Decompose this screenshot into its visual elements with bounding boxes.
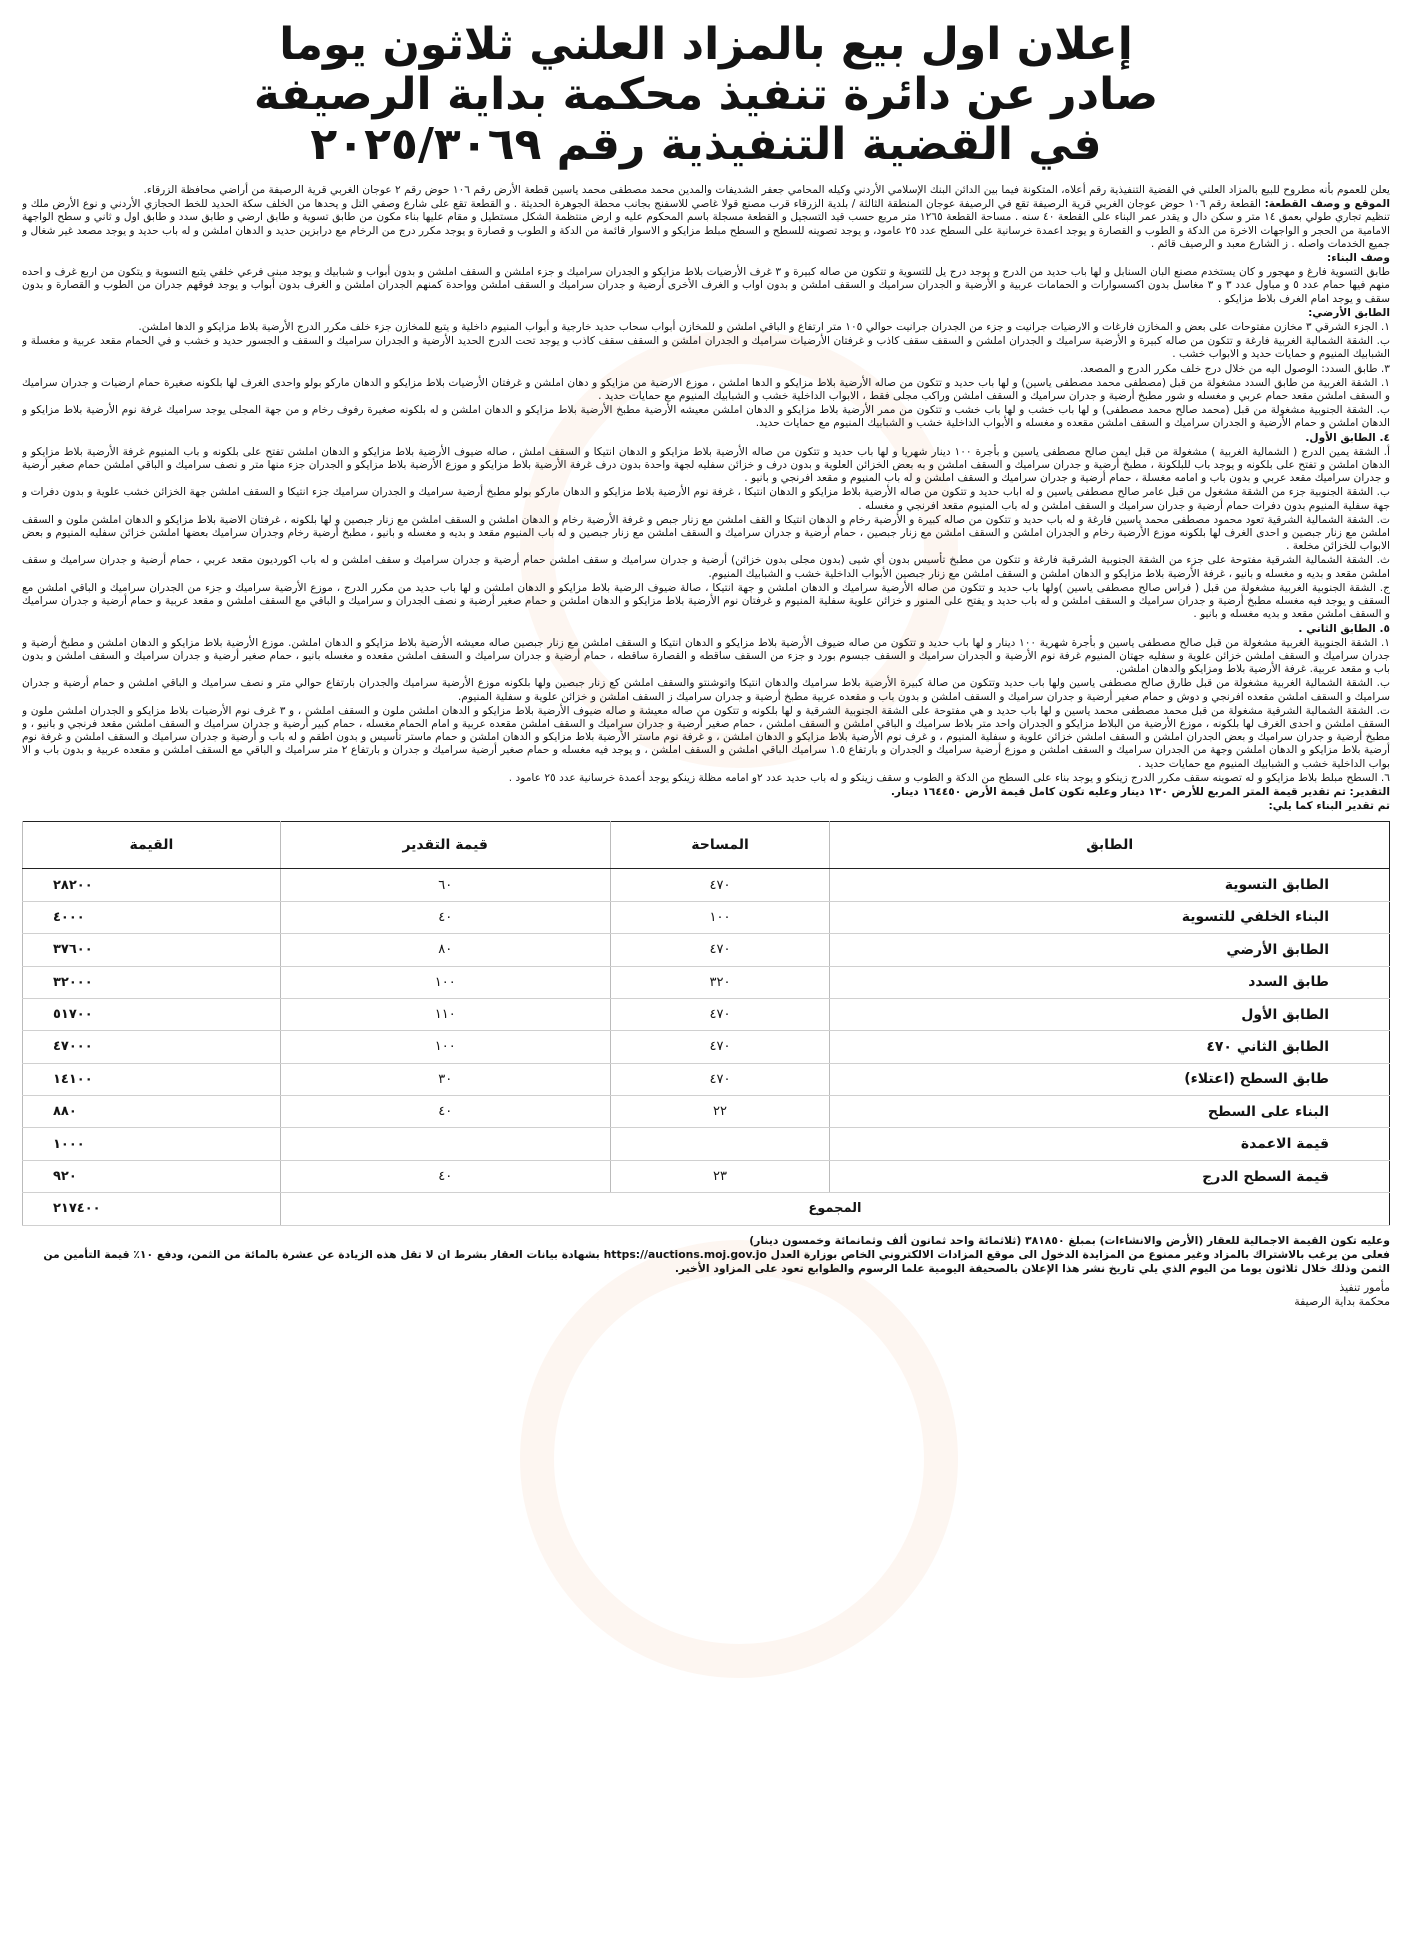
heading-line-2: صادر عن دائرة تنفيذ محكمة بداية الرصيفة: [253, 69, 1159, 120]
row-area: ٤٧٠: [610, 869, 830, 901]
row-rate: ٤٠: [280, 901, 610, 933]
row-area: ٤٧٠: [610, 998, 830, 1030]
signature-title: مأمور تنفيذ: [1339, 1281, 1390, 1295]
closing-text: [22, 1234, 1390, 1276]
location-text: القطعة رقم ١٠٦ حوض عوجان الغربي قرية الرصيفة تقع في الرصيفة عوجان المنطقة الثالثة / بلدية الزرقاء قرب مصنع قولا غاصي للاسفنج بجانب محطة الجوهرة الحديثة . و القطعة تقع على شارع وصفي التل و يحدها من الخلف سكة الحديد للخط الحجازي الأردني و نوع الأرض ملك و تنظيم تجاري طولي بعمق ١٤ متر و سكن دال و يقدر عمر البناء على القطعة ٤٠ سنه . مساحة القطعة ١٢٦٥ متر مربع حسب قيد التسجيل و القطعة مسجلة باسم المحكوم عليه و ارض منتظمة الشكل مستطيل و مقام عليها بناء مكون من طابق تسوية و طابق ارضي و طابق سدد و طابق اول و ثاني و سطح الواجهة الامامية من الحجر و الواجهات الاخرة من الدكة و الطوب و القصارة و يوجد اعمدة خرسانية على السطح عدد ٢٥ عامود، و يوجد تصوينه للسطح و السطح مبلط مزايكو و الاسوار قائمة من الدكة و الطوب و قصارة و يوجد مكرر درج من الرخام مع درابزين حديد و الدهان املشن و له باب حديد و يوجد مصعد غير شغال و جميع الخدمات واصله . ز الشارع معبد و الرصيف قائم .: [22, 198, 1390, 250]
basement-paragraph: طابق التسوية فارغ و مهجور و كان يستخدم مصنع البان السنابل و لها باب حديد من الدرج و يوجد درج يل للتسوية و تتكون من صاله كبيرة و ٣ غرف الأرضيات بلاط مزايكو و الجدران سراميك و جزء املشن و السقف املشن و بدون أبواب و شبابيك و يوجد مبنى فرعي خلفي يتبع التسوية و يتكون من اربع غرف و احده منهم فيها حمام عدد ٥ و مباول عدد ٣ و ٣ مغاسل بدون اكسسوارات و الحمامات عربية و الأرضية و الجدران سراميك و السقف املشن و بدون اواب و الغرف الأخرى أرضية و جدران سراميك و السقف املشن وواحدة كمنهم الجدران املشن و الغرف بدون أبواب و يوجد فوقهم جدران من الطوب و القصارة و بدون سقف و يوجد امام الغرف بلاط مزايكو .: [22, 266, 1390, 305]
total-label: المجموع: [280, 1193, 1389, 1225]
row-floor: الطابق الأرضي: [830, 934, 1390, 966]
announcement-page: [22, 20, 1390, 1930]
heading-line-3: في القضية التنفيذية رقم ٢٠٢٥/٣٠٦٩: [310, 119, 1102, 170]
header-value: القيمة: [23, 822, 281, 869]
row-rate: ٤٠: [280, 1096, 610, 1128]
table-row: [23, 1096, 1390, 1128]
row-floor: الطابق الأول: [830, 998, 1390, 1030]
row-area: ٤٧٠: [610, 934, 830, 966]
row-value: ١٠٠٠: [23, 1128, 281, 1160]
heading-line-1: إعلان اول بيع بالمزاد العلني ثلاثون يوما: [279, 20, 1133, 70]
bidding-instructions: فعلى من يرغب بالاشتراك بالمزاد وغير ممنوع من المزايدة الدخول الى موقع المزادات الالكتروني الخاص بوزارة العدل https://auctions.moj.gov.jo بشهادة بيانات العقار بشرط ان لا تقل هذه الزيادة عن عشرة بالمائة من الثمن، ودفع ١٠٪ قيمة التأمين من الثمن وذلك خلال ثلاثون يوما من اليوم الذي يلي تاريخ نشر هذا الإعلان بالصحيفة اليومية علما الرسوم والطوابع تعود على المزاود الأخير.: [43, 1248, 1390, 1275]
row-area: ٣٢٠: [610, 966, 830, 998]
table-row: [23, 1160, 1390, 1192]
table-row: [23, 901, 1390, 933]
ground-floor-east: ١. الجزء الشرقي ٣ مخازن مفتوحات على بعض و المخازن فارغات و الارضيات جرانيت و جزء من الجدران جرانيت حوالي ١٠٥ متر ارتفاع و الباقي املشن و للمخازن أبواب سحاب حديد خارجية و أبواب المنيوم داخلية و يتبع للمخازن جزء خلف مكرر الدرج الأرضية بلاط مزايكو و الدها املشن.: [138, 321, 1390, 334]
row-area: ٤٧٠: [610, 1031, 830, 1063]
row-value: ٢٨٢٠٠: [23, 869, 281, 901]
table-total-row: [23, 1193, 1390, 1225]
row-floor: الطابق الثاني ٤٧٠: [830, 1031, 1390, 1063]
row-value: ٣٢٠٠٠: [23, 966, 281, 998]
row-rate: ٨٠: [280, 934, 610, 966]
table-row: [23, 1128, 1390, 1160]
row-floor: طابق السطح (اعتلاء): [830, 1063, 1390, 1095]
first-floor-northeast-2: ث. الشقة الشمالية الشرقية مفتوحة على جزء من الشقة الجنوبية الشرقية فارغة و تتكون من مطبخ تأسيس بدون أي شيى (بدون مجلى بدون خزائن) أرضية و جدران سراميك و سقف املشن حمام أرضية و جدران سراميك و سقف املشن و له باب اكورديون مقعد عربي ، حمام أرضية و جدران سراميك و سقف املشن مقعد و بديه و مغسله و بانيو ، غرفة الأرضية بلاط مزايكو و الدهان املشن و السقف املشن مع زنار جبصين الأبواب الداخلية خشب و الشبابيك المنيوم.: [22, 554, 1390, 580]
row-value: ٩٢٠: [23, 1160, 281, 1192]
total-value: ٢١٧٤٠٠: [23, 1193, 281, 1225]
row-rate: ١١٠: [280, 998, 610, 1030]
table-row: [23, 998, 1390, 1030]
row-rate: ٣٠: [280, 1063, 610, 1095]
header-area: المساحة: [610, 822, 830, 869]
total-property-value: وعليه تكون القيمة الاجمالية للعقار (الأرض والانشاءات) بمبلغ ٣٨١٨٥٠ (ثلاثمائة واحد ثمانون ألف وثمانمائة وخمسون دينار): [749, 1233, 1390, 1247]
second-floor-southwest: ١. الشقة الجنوبية الغربية مشغولة من قبل صالح مصطفى ياسين و بأجرة شهرية ١٠٠ دينار و لها باب حديد و تتكون من صاله ضيوف الأرضية بلاط مزايكو و الدهان انتيكا و السقف املشن مع زنار جبصين صاله معيشه الأرضية بلاط مزايكو و الدهان املشن. موزع الأرضية بلاط مزايكو و الدهان املشن و مطبخ أرضية و جدران سراميك و السقف املشن خزائن علوية و سفليه جهتان المنيوم غرفة نوم الأرضية و الجدران سراميك و السقف جبسوم بورد و جزء من السقف ساقطه و القصارة ساقطه ، حمام أرضية و جدران سراميك و السقف املشن مقعده و مغسله بانيو ، حمام صغير أرضية و جدران سراميك و السقف املشن و بدون باب و مقعد عربية. غرفة الأرضية بلاط ومزايكو والدهان املشن.: [22, 636, 1390, 676]
first-floor-south: ب. الشقة الجنوبية جزء من الشقة مشغول من قبل عامر صالح مصطفى ياسين و له اباب حديد و تتكون من صاله الأرضية بلاط مزايكو و الدهان انتيكا ، غرفة نوم الأرضية بلاط مزايكو و الدهان ماركو بولو مطبخ أرضية سراميك و الجدران سراميك جزء انتيكا و السقف املشن جهة الخزائن خشب علوية و بدون دفرات و جهة سفلية المنيوم بدون دفرات حمام أرضية و جدران سراميك و السقف املشن و له باب المنيوم مقعد افرنجي و مغسله .: [22, 486, 1390, 512]
row-value: ٤٠٠٠: [23, 901, 281, 933]
table-header-row: [23, 822, 1390, 869]
row-value: ٥١٧٠٠: [23, 998, 281, 1030]
location-paragraph: [22, 198, 1390, 251]
mezzanine-west: ١. الشقة الغربية من طابق السدد مشغولة من قبل (مصطفى محمد مصطفى ياسين) و لها باب حديد و تتكون من صاله الأرضية بلاط مزايكو و الدها املشن ، موزع الارضية من مزايكو و دهان املشن و غرفتان الأرضيات بلاط مزايكو و الدهان ماركو بولو واحدى الغرف لها بلكونه صغيرة حمام ارضيات و جدران سراميك و السقف املشن مقعد حمام عربي و مغسله و شور مطبخ أرضية و جدران سراميك و السقف املشن وراكب مجلى فقط ، الابواب الداخلية خشب و الشبابيك المنيوم مع حمايات حديد .: [22, 376, 1390, 403]
row-rate: ٤٠: [280, 1160, 610, 1192]
row-floor: الطابق التسوية: [830, 869, 1390, 901]
row-area: ٢٢: [610, 1096, 830, 1128]
header-floor: الطابق: [830, 822, 1390, 869]
building-valuation-intro: تم تقدير البناء كما يلي:: [1268, 800, 1390, 813]
location-label: الموقع و وصف القطعة:: [1264, 198, 1390, 211]
row-area: ٢٣: [610, 1160, 830, 1192]
intro-paragraph: يعلن للعموم بأنه مطروح للبيع بالمزاد العلني في القضية التنفيذية رقم أعلاه، المتكونة فيما بين الدائن البنك الإسلامي الأردني وكيله المحامي جعفر الشديفات والمدين محمد مصطفى محمد ياسين قطعة الأرض رقم ١٠٦ حوض رقم ٢ عوجان الغربي قرية الرصيفة من أراضي محافظة الزرقاء.: [143, 184, 1390, 196]
valuation-table: [22, 821, 1390, 1225]
table-row: [23, 869, 1390, 901]
first-floor-northeast: ت. الشقة الشمالية الشرقية تعود محمود مصطفى محمد ياسين فارغة و له باب حديد و تتكون من صاله كبيرة و الأرضية رخام و الدهان انتيكا و القف املشن مع زنار جبص و غرفة الأرضية رخام و الدهان املشن و السقف املشن مع زنار جبصين و لها بلكونه ، غرفتان الاضية بلاط مزايكو و الدهان املشن ملون و السقف املشن مع زنار جبصين و احدى الغرف لها بلكونه موزع الأرضية رخام و الجدران املشن و السقف املشن مع زنار جبصين ، حمام أرضية و جدران سراميك و السقف املشن مع زنار جبصين و له باب المنيوم مقعد و بديه و مغسله و بانيو ، مطبخ أرضية رخام وجدران سراميك بعضها املشن خزائن سفليه المنيوم و بعض الابواب للخزائن مخلعة .: [22, 513, 1390, 553]
signature-court: محكمة بداية الرصيفة: [1294, 1295, 1390, 1309]
second-floor-label: ٥. الطابق الثاني .: [1298, 622, 1390, 635]
table-row: [23, 1031, 1390, 1063]
row-rate: ١٠٠: [280, 966, 610, 998]
row-floor: طابق السدد: [830, 966, 1390, 998]
second-floor-northeast: ت. الشقة الشمالية الشرقية مشغولة من قبل محمد مصطفى محمد ياسين و لها باب حديد و هي مفتوحة على الشقة الجنوبية الشرقية و لها بلكونه و تتكون من صاله معيشة و صاله ضيوف الأرضية بلاط مزايكو و الدهان املشن ملون و السقف املشن ، و ٣ غرف نوم الأرضيات بلاط مزايكو و الجدران املشن ملون و السقف املشن و احدى الغرف لها بلكونه ، موزع الأرضية من البلاط مزايكو و الجدران واحد متر بلاط سراميك و الباقي املشن و السقف املشن ، حمام صغير أرضية و جدران سراميك و السقف املشن مقعده عربية و امام الحمام مغسله ، حمام كبير أرضية و جدران سراميك و السقف املشن مقعد فرنجي و بانيو ، و مطبخ أرضية و جدران سراميك و بعض الجدران املشن و السقف املشن خزائن علوية و سفلية المنيوم ، و غرف نوم الأرضية بلاط مزايكو و الدهان املشن ، و غرفة نوم ماستر الأرضية بلاط مزايكو و الدهان املشن و حمام ماستر تأسيس و بدون اطقم و له باب و أرضية و جدران سراميك و السقف املشن و غرفة نوم أرضية بلاط مزايكو و الدهان املشن وجهة من الجدران سراميك و السقف املشن و موزع أرضية سراميك و الجدران و بارتفاع ١.٥ سراميك الباقي املشن و السقف املشن ، و يوجد فيه مغسله و حمام صغير أرضية سراميك و جدران و بارتفاع ٢ متر سراميك و الباقي مع السقف املشن و مقعده عربية و بدون باب و الا بواب الداخلية خشب و الشبابيك المنيوم مع حمايات حديد .: [22, 704, 1390, 770]
first-floor-southwest: ج. الشقة الجنوبية الغربية مشغولة من قبل ( فراس صالح مصطفى ياسين )ولها باب حديد و تتكون من صاله الأرضية سراميك و الدهان املشن و جهة انتيكا ، صالة ضيوف الرضية بلاط مزايكو و الدهان املشن و لها باب حديد من مكرر الدرج ، موزع الأرضية سراميك و جزء من الجدران سراميك و الباقي املشن مع السقف و يوجد فيه مغسله مطبخ أرضية و جدران سراميك و السقف املشن و له باب حديد و يفتح على المنور و خزائن علوية سفلية المنيوم و غرفتان نوم الأرضية بلاط مزايكو و الدهان املشن و حمام صغير أرضية و نصف الجدران و سراميك و الباقي مع السقف املشن و مقعد عربية و حمام أرضية و جدران سراميك و السقف املشن مقعد و بديه مغسله و بانيو .: [22, 581, 1390, 621]
ground-floor-northwest: ب. الشقة الشمالية الغربية فارغة و تتكون من صاله كبيرة و الأرضية سراميك و الجدران املشن و السقف سقف كاذب و غرفتان الأرضيات سراميك و الجدران املشن و السقف سقف كاذب و يوجد تحت الدرج الحديد الأرضية و الجدران سراميك و السقف و الجسور حديد و خشب و في الحمام مقعد عربية و مغسلة و الشبابيك المنيوم و حمايات حديد و الابواب خشب .: [22, 335, 1390, 361]
row-rate: ١٠٠: [280, 1031, 610, 1063]
valuation-table-wrapper: [22, 821, 1390, 1225]
row-value: ١٤١٠٠: [23, 1063, 281, 1095]
announcement-body: [22, 184, 1390, 813]
building-description-label: وصف البناء:: [1326, 252, 1390, 265]
row-area: [610, 1128, 830, 1160]
signature-block: [22, 1281, 1390, 1309]
table-row: [23, 934, 1390, 966]
roof-paragraph: ٦. السطح مبلط بلاط مزايكو و له تصوينه سقف مكرر الدرج زينكو و يوجد بناء على السطح من الدكة و الطوب و سقف زينكو و له باب حديد عدد ٢و امامه مظلة زينكو يوجد أعمدة خرسانية عدد ٢٥ عامود .: [508, 771, 1390, 784]
row-value: ٣٧٦٠٠: [23, 934, 281, 966]
mezzanine-south: ب. الشقة الجنوبية مشغولة من قبل (محمد صالح محمد مصطفى) و لها باب خشب و لها باب خشب و تتكون من ممر الأرضية بلاط مزايكو و الدهان املشن معيشه الأرضية مطبخ الأرضية بلاط مزايكو و الدهان املشن و له بلكونه صغيرة رفوف رخام و من جهة المجلى يوجد سراميك غرفة نوم الأرضية بلاط مزايكو و الدهان املشن و حمام الأرضية و الجدران سراميك و السقف املشن مقعده و مغسله و الأبواب الداخلية خشب و الشبابيك المنيوم مع حمايات حديد.: [22, 404, 1390, 430]
row-value: ٤٧٠٠٠: [23, 1031, 281, 1063]
table-body: [23, 869, 1390, 1225]
row-area: ١٠٠: [610, 901, 830, 933]
row-floor: البناء على السطح: [830, 1096, 1390, 1128]
table-row: [23, 1063, 1390, 1095]
row-value: ٨٨٠: [23, 1096, 281, 1128]
first-floor-northwest: أ. الشقة يمين الدرج ( الشمالية الغربية ) مشغولة من قبل ايمن صالح مصطفى ياسين و بأجرة ١٠٠ دينار شهريا و لها باب حديد و تتكون من صاله الأرضية بلاط مزايكو و الدهان انتيكا و السقف املش ، صاله ضيوف الأرضية بلاط مزايكو و الدهان املشن تفتح على بلكونه و باب المنيوم غرفة الأرضية بلاط مزايكو و الدهان املشن و تفتح على بلكونه و يوجد باب للبلكونة ، مطبخ أرضية و جدران سراميك و السقف املشن و به بعض الخزائن العلوية و بدون درف و خزائن سفليه لجهة واحدة بدون درف غرفة الأرضية بلاط مزايكو و موزع الأرضية بلاط مزايكو و الجدران جزء منها متر و نصف سراميك و الباقي املشن حمام صغير أرضية و جدران سراميك مقعد عربي و بدون باب و امامه مغسلة ، حمام أرضية و جدران سراميك و السقف املشن و له باب المنيوم و مقعد افرنجي و بانيو .: [22, 445, 1390, 485]
row-rate: [280, 1128, 610, 1160]
table-row: [23, 966, 1390, 998]
row-floor: قيمة السطح الدرج: [830, 1160, 1390, 1192]
header-rate: قيمة التقدير: [280, 822, 610, 869]
row-rate: ٦٠: [280, 869, 610, 901]
land-valuation: التقدير: تم تقدير قيمة المتر المربع للأرض ١٣٠ دينار وعليه تكون كامل قيمة الأرض ١٦٤٤٥٠ دينار.: [890, 785, 1390, 798]
row-floor: قيمة الاعمدة: [830, 1128, 1390, 1160]
ground-floor-label: الطابق الأرضي:: [1308, 306, 1390, 319]
mezzanine-label: ٣. طابق السدد: الوصول اليه من خلال درج خلف مكرر الدرج و المصعد.: [1079, 362, 1390, 375]
row-floor: البناء الخلفي للتسوية: [830, 901, 1390, 933]
announcement-heading: [22, 20, 1390, 170]
first-floor-label: ٤. الطابق الأول.: [1305, 431, 1390, 444]
second-floor-northwest: ب. الشقة الشمالية الغربية مشغولة من قبل طارق صالح مصطفى ياسين ولها باب حديد وتتكون من صالة كبيرة الأرضية بلاط سراميك والدهان انتيكا واتوشنتو والسقف املشن كع زنار جبصين ولها بلكونه موزع الأرضية سراميك والجدران بارتفاع حوالي متر و نصف سراميك و الباقي املشن و حمام أرضية و جدران سراميك و السقف املشن مقعده افرنجي و دوش و حمام صغير أرضية و جدران سراميك و السقف املشن و بدون باب و مقعده عربية مطبخ أرضية و جدران سراميك ز السقف املشن و خزائن علوية و سفلية المنيوم.: [22, 677, 1390, 703]
row-area: ٤٧٠: [610, 1063, 830, 1095]
